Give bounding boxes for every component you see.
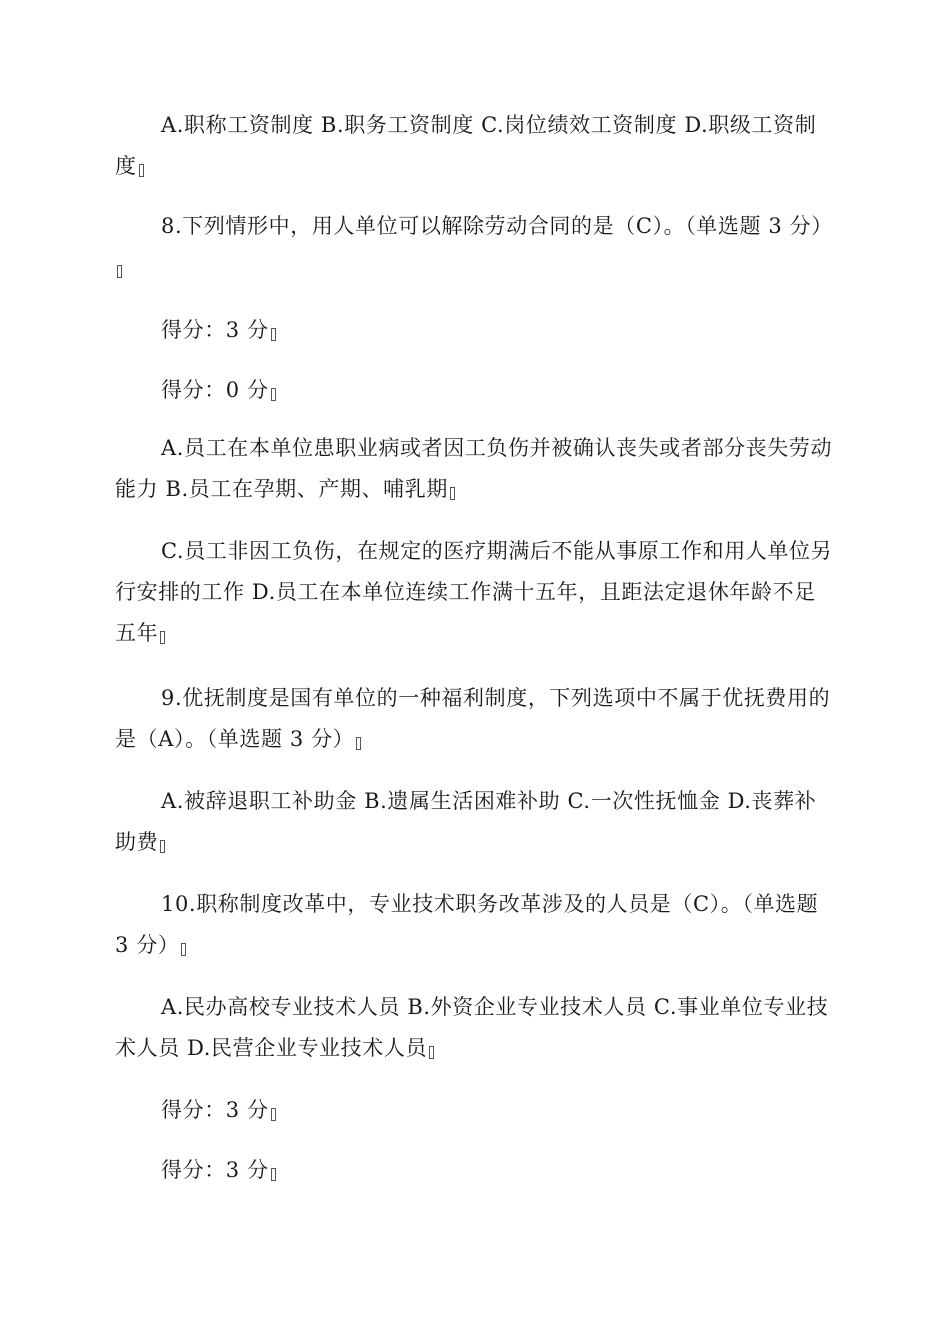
paragraph-text: 10.职称制度改革中，专业技术职务改革涉及的人员是（C）。（单选题 3 分）: [115, 892, 819, 957]
paragraph-end-mark-icon: [271, 1108, 276, 1121]
paragraph-text: 得分：3 分: [161, 1098, 269, 1122]
paragraph-text: A.被辞退职工补助金 B.遗属生活困难补助 C.一次性抚恤金 D.丧葬补助费: [115, 789, 817, 854]
paragraph-score: [115, 1090, 835, 1131]
paragraph-question-10: [115, 884, 835, 966]
paragraph-end-mark-icon: [271, 328, 276, 341]
paragraph-end-mark-icon: [117, 265, 122, 278]
paragraph-end-mark-icon: [271, 388, 276, 401]
paragraph-score: [115, 310, 835, 351]
paragraph-question-9: [115, 678, 835, 760]
paragraph-end-mark-icon: [356, 737, 361, 750]
paragraph-text: C.员工非因工负伤，在规定的医疗期满后不能从事原工作和用人单位另行安排的工作 D.员工在本单位连续工作满十五年，且距法定退休年龄不足五年: [115, 539, 833, 645]
paragraph-text: 得分：3 分: [161, 318, 269, 342]
paragraph-text: 9.优抚制度是国有单位的一种福利制度，下列选项中不属于优抚费用的是（A）。（单选题 3 分）: [115, 686, 831, 751]
paragraph-question-8: [115, 206, 835, 288]
paragraph-options-q9: [115, 781, 835, 863]
paragraph-text: 得分：3 分: [161, 1158, 269, 1182]
paragraph-text: A.职称工资制度 B.职务工资制度 C.岗位绩效工资制度 D.职级工资制度: [115, 113, 817, 178]
paragraph-options-q7: [115, 105, 835, 187]
paragraph-end-mark-icon: [450, 487, 455, 500]
paragraph-score: [115, 370, 835, 411]
paragraph-score: [115, 1150, 835, 1191]
paragraph-text: 得分：0 分: [161, 378, 269, 402]
paragraph-text: A.员工在本单位患职业病或者因工负伤并被确认丧失或者部分丧失劳动能力 B.员工在孕期、产期、哺乳期: [115, 436, 833, 501]
paragraph-options-q10: [115, 987, 835, 1069]
paragraph-options-q8-cd: [115, 531, 835, 654]
paragraph-end-mark-icon: [160, 631, 165, 644]
paragraph-end-mark-icon: [429, 1046, 434, 1059]
paragraph-text: 8.下列情形中，用人单位可以解除劳动合同的是（C）。（单选题 3 分）: [161, 214, 833, 238]
paragraph-text: A.民办高校专业技术人员 B.外资企业专业技术人员 C.事业单位专业技术人员 D.民营企业专业技术人员: [115, 995, 829, 1060]
paragraph-options-q8-ab: [115, 428, 835, 510]
paragraph-end-mark-icon: [139, 164, 144, 177]
paragraph-end-mark-icon: [181, 943, 186, 956]
paragraph-end-mark-icon: [160, 840, 165, 853]
paragraph-end-mark-icon: [271, 1168, 276, 1181]
